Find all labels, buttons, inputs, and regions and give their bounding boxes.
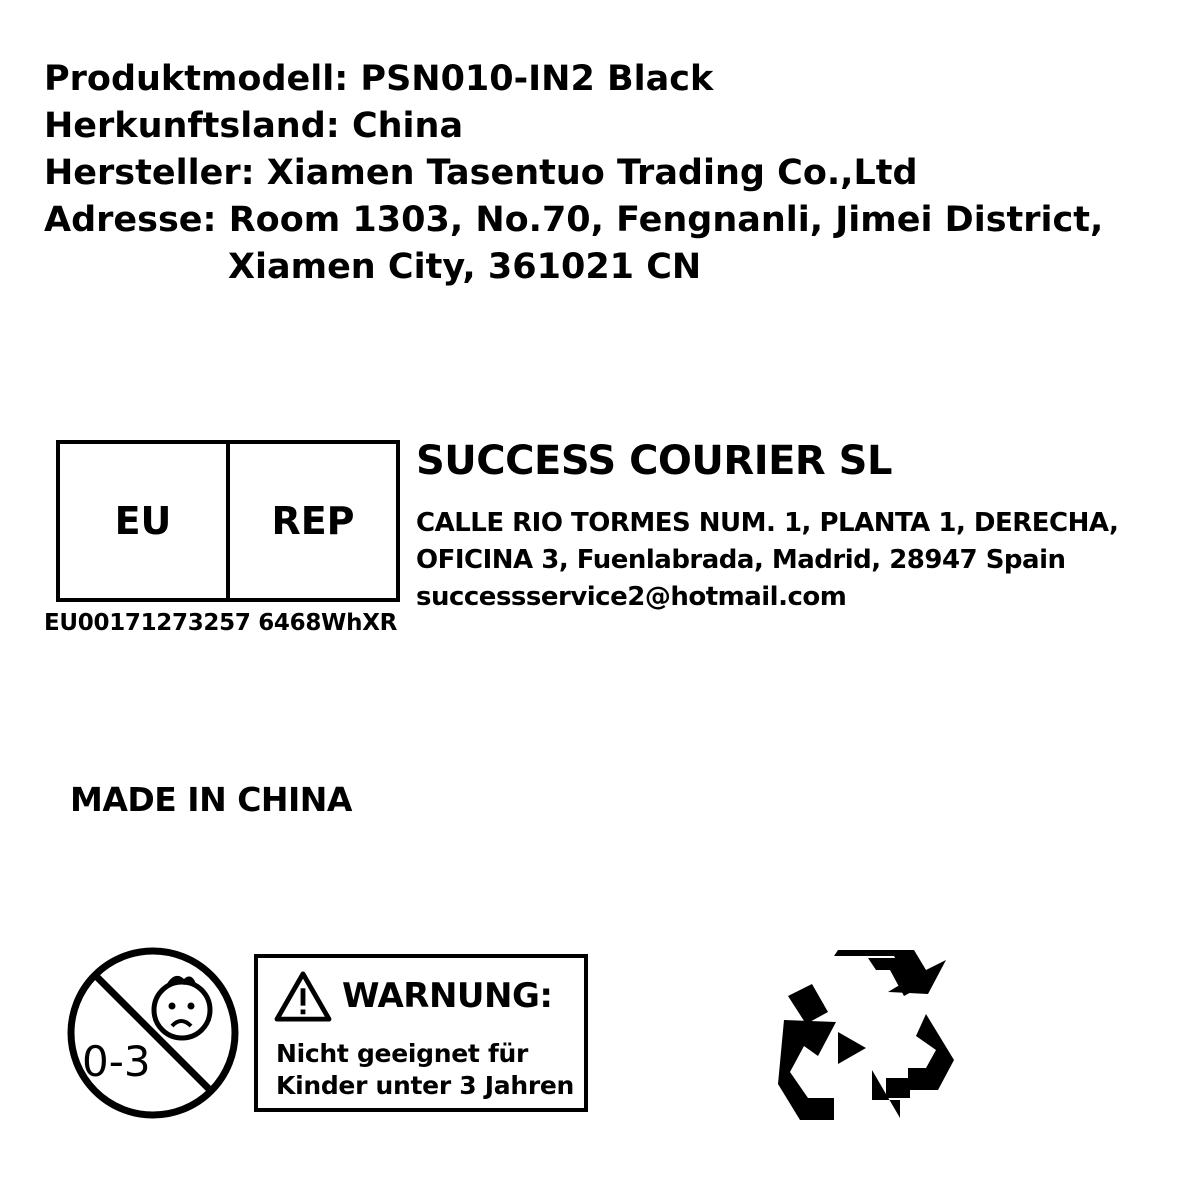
baby-face-icon [154,978,210,1038]
warning-triangle-icon [274,970,332,1022]
eu-rep-box [56,440,400,602]
warning-box [254,954,588,1112]
product-info [44,56,1103,291]
recycle-icon [776,948,956,1122]
made-in-label: MADE IN CHINA [70,780,352,819]
eu-rep-company: SUCCESS COURIER SL [416,438,892,484]
warning-text-line-1: Nicht geeignet für [276,1039,529,1068]
eu-rep-address-line-2: OFICINA 3, Fuenlabrada, Madrid, 28947 Spain [416,545,1066,575]
eu-label: EU [114,499,172,543]
eu-rep-email: successservice2@hotmail.com [416,582,847,612]
product-model: Produktmodell: PSN010-IN2 Black [44,59,714,99]
warning-text [276,1038,574,1102]
eu-rep-code: EU00171273257 6468WhXR [44,610,398,636]
eu-rep-address-line-1: CALLE RIO TORMES NUM. 1, PLANTA 1, DERECHA, [416,508,1119,538]
rep-label: REP [226,444,396,598]
address-line-1: Adresse: Room 1303, No.70, Fengnanli, Jimei District, [44,200,1104,240]
warning-title: WARNUNG: [342,976,553,1016]
age-range-label: 0-3 [82,1037,151,1086]
manufacturer: Hersteller: Xiamen Tasentuo Trading Co.,Ltd [44,153,918,193]
warning-text-line-2: Kinder unter 3 Jahren [276,1071,575,1100]
address-line-2: Xiamen City, 361021 CN [228,247,702,287]
not-for-under-3-icon [64,944,242,1122]
eu-rep-address [416,505,1118,616]
warning-header [274,970,553,1022]
country-of-origin: Herkunftsland: China [44,106,464,146]
